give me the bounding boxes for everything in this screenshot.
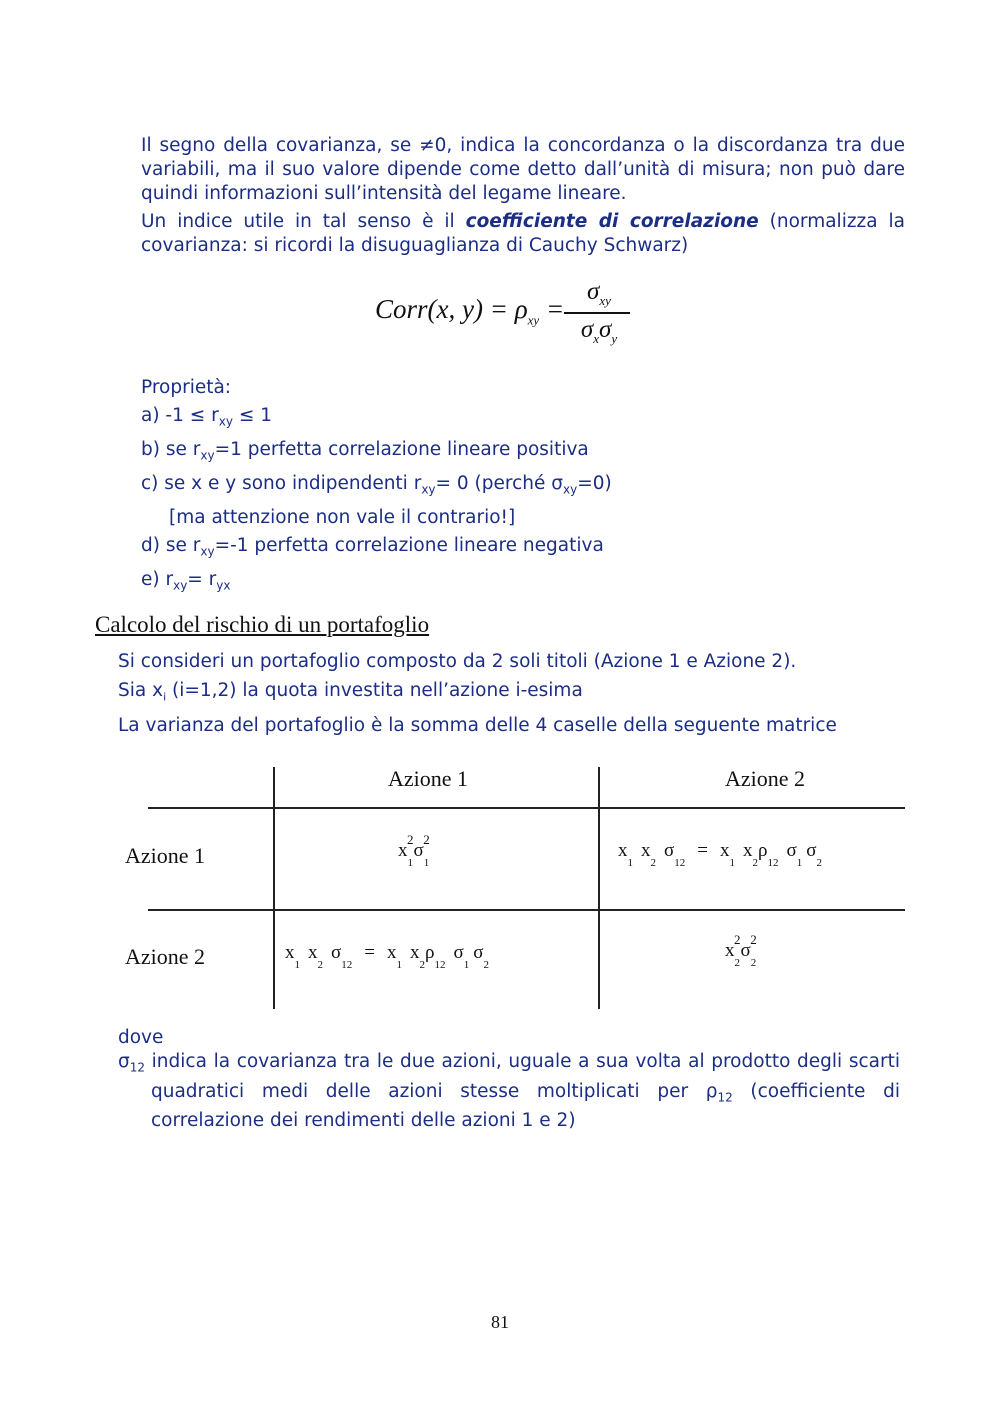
property-e: e) $r_{xy}= r_{yx}$ (141, 568, 231, 593)
denominator-sub-y: y (611, 331, 618, 346)
denominator-sigma-y: σ (599, 316, 612, 343)
property-a: a) $-1 \le r_{xy} \le 1$ (141, 404, 272, 429)
cell-2-2: $x_2^2\sigma_2^2$ (725, 932, 757, 969)
cell-1-2: $x_1$ $x_2$ $\sigma_{12}$ = $x_1$ $x_2\rho_{12}$ $\sigma_1$ $\sigma_2$ (618, 840, 822, 869)
page-number: 81 (491, 1312, 509, 1332)
intro-p2-before: Un indice utile in tal senso è il (141, 211, 466, 232)
numerator-sigma: σ (587, 278, 600, 305)
matrix-rule-1 (148, 807, 905, 809)
correlation-formula (375, 278, 645, 350)
property-c: c) se x e y sono indipendenti $r_{xy}= 0$ (perché $\sigma_{xy}=0$) (141, 472, 612, 497)
dove-definition: $\sigma_{12}$ indica la covarianza tra le due azioni, uguale a sua volta al prodotto degli scarti quadratici medi delle azioni stesse moltiplicati per $\rho_{12}$ (coefficiente di correlazione dei rendimenti delle azioni 1 e 2) (118, 1051, 900, 1132)
correlation-coefficient-term: coefficiente di correlazione (465, 211, 759, 232)
matrix-rule-2 (148, 909, 905, 911)
section-title: Calcolo del rischio di un portafoglio (95, 612, 430, 637)
intro-paragraph-2 (141, 210, 905, 258)
cell-1-1: $x_1^2\sigma_1^2$ (398, 832, 430, 869)
formula-lhs-text: Corr(x, y) = ρ (375, 294, 528, 324)
row-header-1: Azione 1 (125, 843, 206, 868)
portfolio-line-1: Si consideri un portafoglio composto da 2 soli titoli (Azione 1 e Azione 2). (118, 651, 797, 672)
fraction-bar (564, 312, 630, 314)
formula-rho-sub: xy (527, 312, 540, 328)
denominator-sub-x: x (593, 331, 599, 346)
portfolio-text (118, 648, 837, 740)
property-d: d) se $r_{xy}=-1$ perfetta correlazione lineare negativa (141, 534, 604, 559)
matrix-divider-2 (598, 767, 600, 1009)
properties-list (141, 374, 612, 600)
formula-denominator (564, 316, 634, 347)
column-header-1: Azione 1 (388, 766, 469, 791)
formula-lhs (375, 294, 564, 328)
column-header-2: Azione 2 (725, 766, 806, 791)
dove-title: dove (118, 1027, 164, 1048)
property-c-note: [ma attenzione non vale il contrario!] (169, 507, 516, 529)
intro-text (141, 134, 905, 258)
intro-paragraph-1: Il segno della covarianza, se ≠0, indica la concordanza o la discordanza tra due variabili, ma il suo valore dipende come detto dall’unità di misura; non può dare quindi informazioni sull’intensità del legame lineare. (141, 135, 905, 204)
formula-equals: = (539, 294, 565, 324)
intro-p2-after: (normalizza la covarianza: si ricordi la disuguaglianza di Cauchy Schwarz) (141, 211, 905, 256)
properties-title: Proprietà: (141, 377, 232, 398)
denominator-sigma-x: σ (580, 316, 594, 343)
property-b: b) se $r_{xy}=1$ perfetta correlazione lineare positiva (141, 438, 589, 463)
row-header-2: Azione 2 (125, 944, 206, 969)
numerator-sub: xy (599, 293, 611, 308)
matrix-divider-1 (273, 767, 275, 1009)
formula-numerator (564, 278, 634, 309)
portfolio-line-2: Sia $x_i$ (i=1,2) la quota investita nell’azione i-esima (118, 679, 583, 704)
portfolio-line-3: La varianza del portafoglio è la somma delle 4 caselle della seguente matrice (118, 714, 837, 736)
variance-matrix (118, 762, 928, 1012)
cell-2-1: $x_1$ $x_2$ $\sigma_{12}$ = $x_1$ $x_2\rho_{12}$ $\sigma_1$ $\sigma_2$ (285, 942, 489, 971)
dove-section (118, 1026, 900, 1133)
